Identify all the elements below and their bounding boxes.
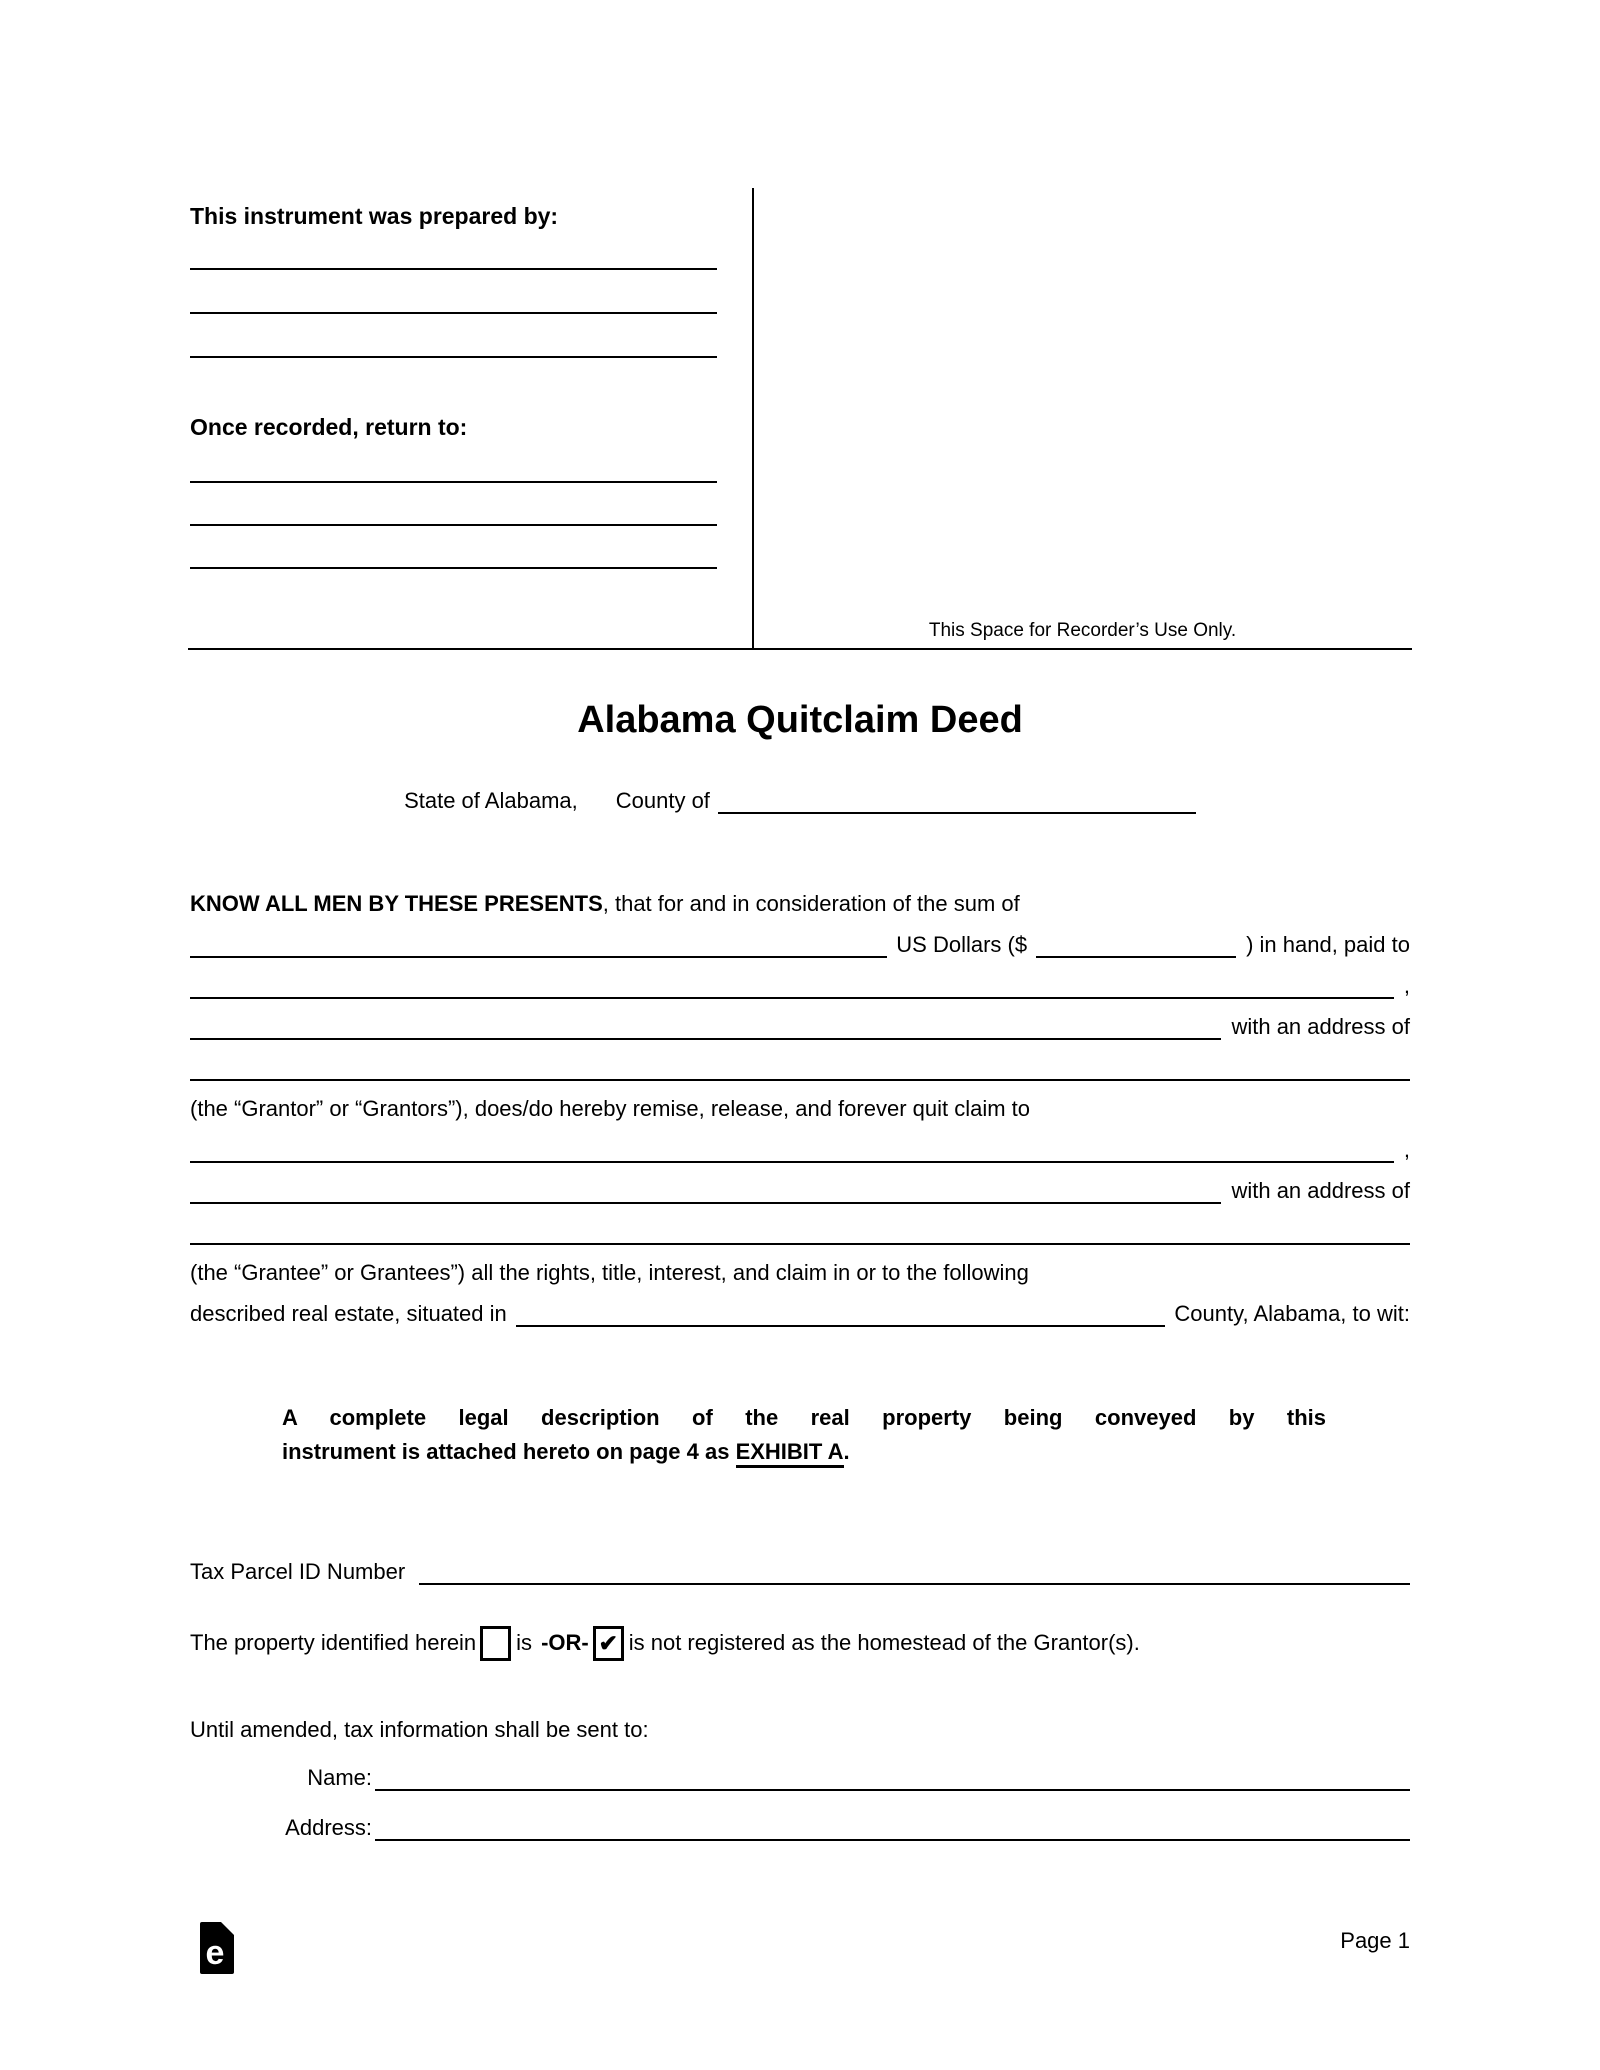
return-to-line-3[interactable] <box>190 567 717 569</box>
homestead-suffix-text: is not registered as the homestead of the Grantor(s). <box>628 1630 1140 1655</box>
tax-parcel-label: Tax Parcel ID Number <box>190 1559 406 1584</box>
eforms-logo-letter: e <box>205 1934 225 1972</box>
homestead-row <box>190 1623 1410 1663</box>
tax-address-label: Address: <box>285 1815 372 1840</box>
exhibit-a-link: EXHIBIT A <box>736 1439 844 1468</box>
grantor-clause-text: (the “Grantor” or “Grantors”), does/do hereby remise, release, and forever quit claim to <box>190 1096 1031 1121</box>
header-bottom-rule <box>188 648 1412 650</box>
situated-suffix-text: County, Alabama, to wit: <box>1174 1301 1410 1326</box>
situated-prefix-text: described real estate, situated in <box>190 1301 507 1326</box>
tax-info-intro: Until amended, tax information shall be sent to: <box>190 1717 649 1742</box>
grantee-address-label: with an address of <box>1231 1178 1410 1203</box>
grantor-name-row <box>190 958 1410 999</box>
homestead-prefix-text: The property identified herein <box>190 1630 477 1655</box>
consideration-amount-field[interactable] <box>190 928 887 958</box>
grantee-name-row <box>190 1122 1410 1163</box>
return-to-line-1[interactable] <box>190 481 717 483</box>
prepared-by-line-2[interactable] <box>190 312 717 314</box>
grantee-address-field-2[interactable] <box>190 1215 1410 1245</box>
grantor-name-field[interactable] <box>190 969 1394 999</box>
grantor-address-row <box>190 999 1410 1040</box>
situated-row <box>190 1286 1410 1327</box>
grantee-clause-text: (the “Grantee” or Grantees”) all the rights, title, interest, and claim in or to the following <box>190 1260 1029 1285</box>
prepared-by-line-3[interactable] <box>190 356 717 358</box>
comma-text-2: , <box>1403 1137 1410 1162</box>
deed-content <box>190 698 1410 1841</box>
dollar-amount-field[interactable] <box>1036 928 1236 958</box>
grantee-address-row-2 <box>190 1204 1410 1245</box>
check-icon: ✔ <box>598 1629 618 1656</box>
presents-bold-text: KNOW ALL MEN BY THESE PRESENTS <box>190 891 603 916</box>
state-county-line <box>190 788 1410 814</box>
grantee-address-field[interactable] <box>190 1174 1221 1204</box>
header-vertical-divider <box>752 188 754 648</box>
in-hand-label: ) in hand, paid to <box>1246 932 1410 957</box>
tax-name-row <box>190 1745 1410 1791</box>
grantor-address-field-2[interactable] <box>190 1051 1410 1081</box>
tax-name-field[interactable] <box>375 1761 1410 1791</box>
legal-description-line-2 <box>282 1435 1326 1469</box>
eforms-logo <box>200 1922 234 1974</box>
comma-text: , <box>1403 973 1410 998</box>
legal-line2-prefix: instrument is attached hereto on page 4 as <box>282 1439 736 1464</box>
grantor-address-field[interactable] <box>190 1010 1221 1040</box>
tax-address-field[interactable] <box>375 1811 1410 1841</box>
return-to-label: Once recorded, return to: <box>190 414 468 440</box>
state-label: State of Alabama, <box>404 788 578 813</box>
tax-parcel-row <box>190 1549 1410 1585</box>
presents-row <box>190 876 1410 917</box>
consideration-row <box>190 917 1410 958</box>
grantor-address-label: with an address of <box>1231 1014 1410 1039</box>
page-number: Page 1 <box>1340 1928 1410 1953</box>
legal-line2-suffix: . <box>843 1439 850 1464</box>
county-label: County of <box>615 788 710 813</box>
prepared-by-label: This instrument was prepared by: <box>190 203 559 229</box>
grantor-address-row-2 <box>190 1040 1410 1081</box>
prepared-by-line-1[interactable] <box>190 268 717 270</box>
grantee-clause-row <box>190 1245 1410 1286</box>
situated-county-field[interactable] <box>516 1297 1166 1327</box>
tax-name-label: Name: <box>307 1765 372 1790</box>
grantee-address-row <box>190 1163 1410 1204</box>
us-dollars-label: US Dollars ($ <box>896 932 1028 957</box>
county-field[interactable] <box>718 788 1196 814</box>
return-to-line-2[interactable] <box>190 524 717 526</box>
grantor-clause-row <box>190 1081 1410 1122</box>
homestead-is-label: is <box>516 1630 533 1655</box>
presents-rest-text: , that for and in consideration of the sum of <box>602 891 1020 916</box>
legal-description-line-1: A complete legal description of the real property being conveyed by this <box>282 1405 1326 1430</box>
homestead-checkbox[interactable] <box>480 1626 511 1661</box>
deed-paragraph <box>190 876 1410 1327</box>
grantee-name-field[interactable] <box>190 1133 1394 1163</box>
tax-parcel-id-field[interactable] <box>419 1555 1410 1585</box>
or-label: -OR- <box>541 1630 589 1655</box>
legal-description-paragraph <box>282 1401 1326 1469</box>
recorder-use-note: This Space for Recorder’s Use Only. <box>928 620 1237 641</box>
tax-address-row <box>190 1791 1410 1841</box>
not-homestead-checkbox[interactable] <box>593 1626 624 1661</box>
page-title: Alabama Quitclaim Deed <box>577 699 1023 741</box>
